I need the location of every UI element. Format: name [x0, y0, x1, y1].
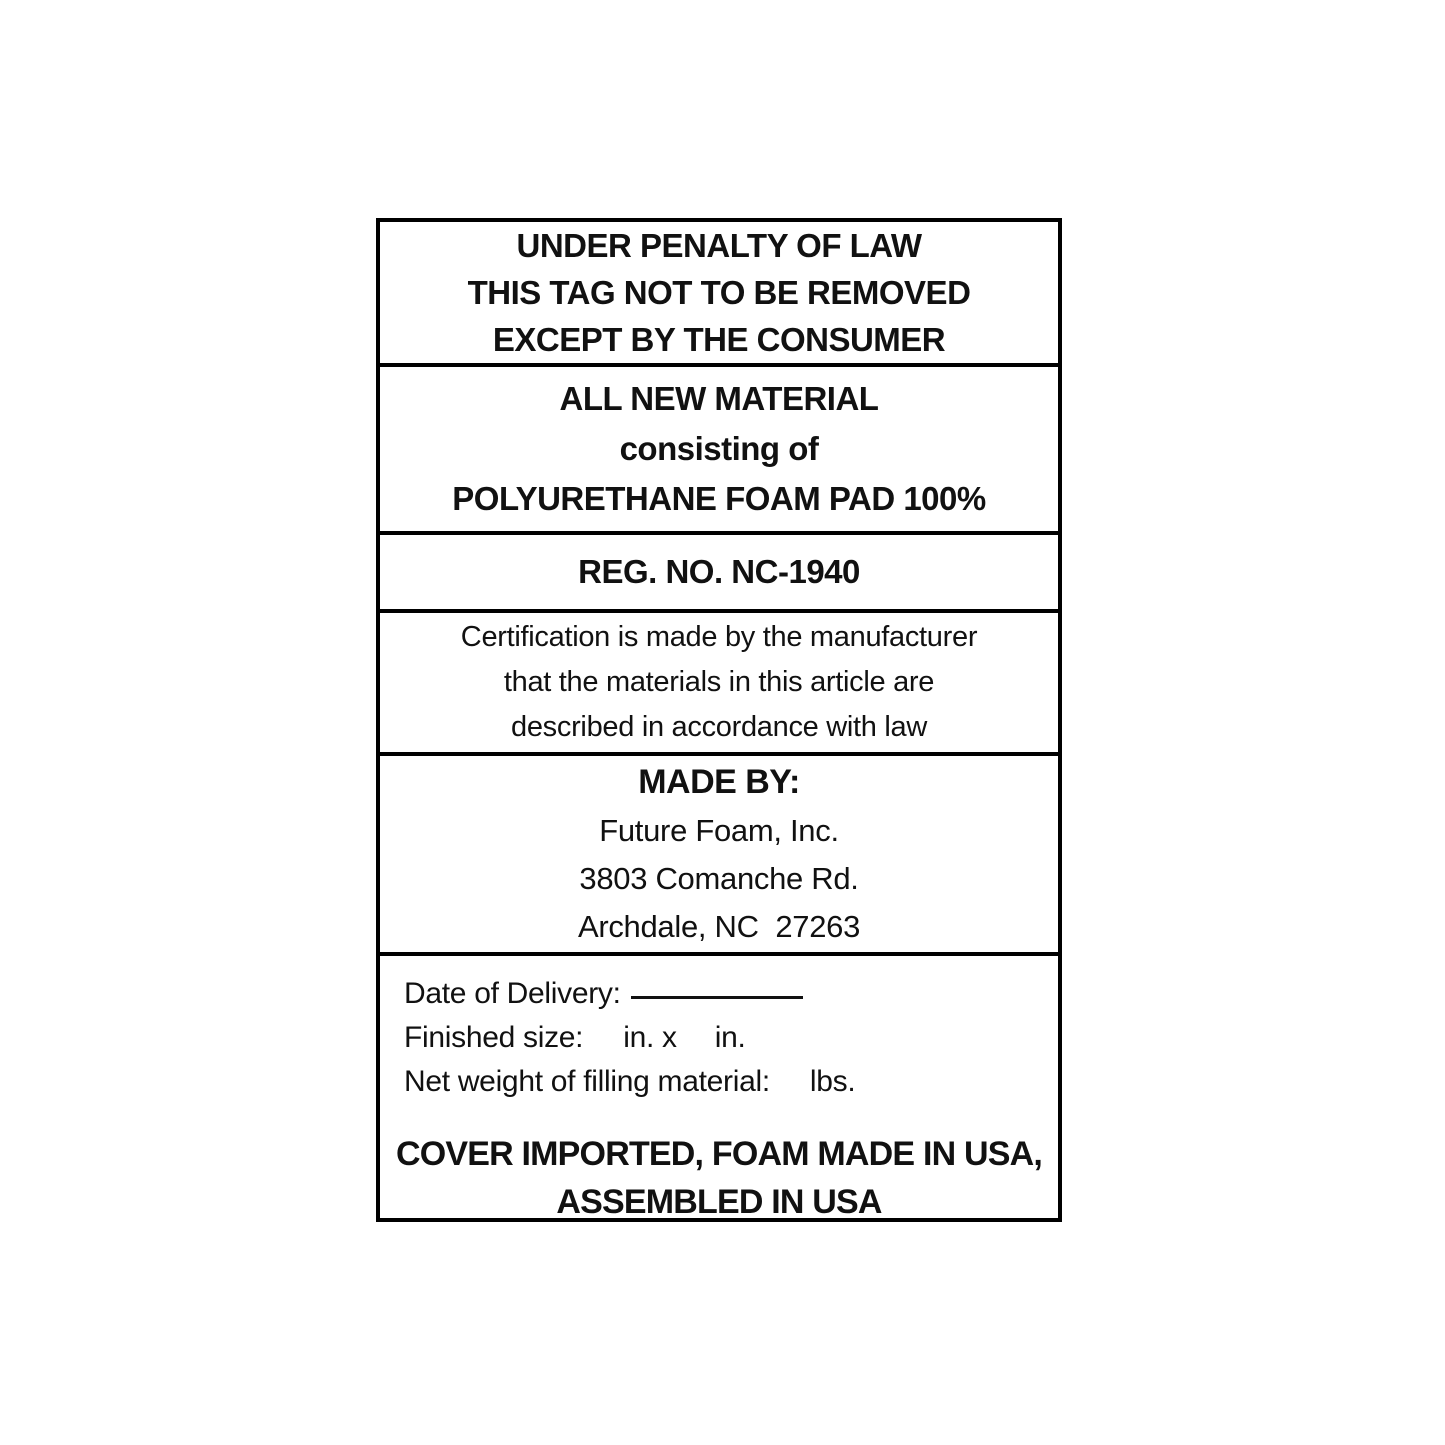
finished-size-unit-2: in.	[714, 1021, 746, 1054]
registration-section	[380, 535, 1058, 613]
certification-line-2: that the materials in this article are	[503, 666, 935, 698]
details-section	[380, 956, 1058, 1221]
law-label-tag	[376, 218, 1062, 1222]
net-weight-row	[404, 1060, 1042, 1104]
date-of-delivery-blank	[631, 995, 803, 999]
made-by-heading: MADE BY:	[638, 763, 800, 801]
penalty-section	[380, 222, 1058, 367]
certification-line-1: Certification is made by the manufacturer	[460, 621, 978, 653]
date-of-delivery-row	[404, 972, 1042, 1016]
made-by-section	[380, 756, 1058, 956]
origin-line-1: COVER IMPORTED, FOAM MADE IN USA,	[395, 1135, 1043, 1173]
finished-size-unit-1: in. x	[623, 1021, 677, 1054]
finished-size-label: Finished size:	[404, 1021, 584, 1054]
net-weight-unit: lbs.	[809, 1065, 856, 1098]
origin-statement	[380, 1130, 1058, 1226]
finished-size-row	[404, 1016, 1042, 1060]
material-section	[380, 367, 1058, 535]
origin-line-2: ASSEMBLED IN USA	[556, 1183, 882, 1221]
material-line-1: ALL NEW MATERIAL	[559, 380, 879, 417]
manufacturer-city-state-zip: Archdale, NC 27263	[577, 909, 861, 944]
net-weight-label: Net weight of filling material:	[404, 1065, 770, 1098]
penalty-line-3: EXCEPT BY THE CONSUMER	[492, 321, 946, 358]
date-of-delivery-label: Date of Delivery:	[404, 977, 621, 1010]
manufacturer-name: Future Foam, Inc.	[599, 813, 839, 848]
material-line-2: consisting of	[619, 430, 819, 467]
fill-in-details	[380, 972, 1058, 1104]
registration-number: REG. NO. NC-1940	[578, 553, 860, 590]
certification-section	[380, 613, 1058, 756]
penalty-line-1: UNDER PENALTY OF LAW	[516, 227, 922, 264]
certification-line-3: described in accordance with law	[511, 711, 927, 743]
penalty-line-2: THIS TAG NOT TO BE REMOVED	[467, 274, 971, 311]
material-line-3: POLYURETHANE FOAM PAD 100%	[452, 480, 986, 517]
manufacturer-street: 3803 Comanche Rd.	[579, 861, 859, 896]
